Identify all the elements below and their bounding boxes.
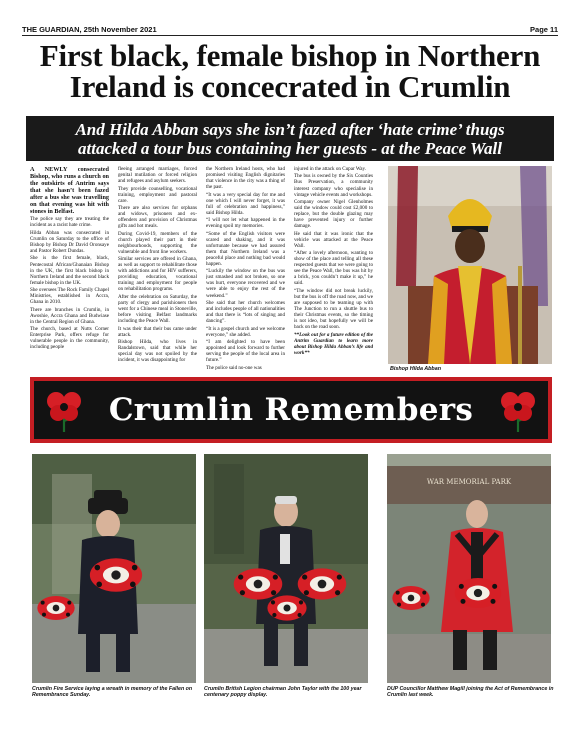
article-paragraph: “Some of the English visitors were scared and shaking, and it was unfortunate because we had assured them that Northern Ireland was a peaceful place and nothing bad would happen. <box>206 230 285 267</box>
article-paragraph: He said that it was ironic that the vehicle was attacked at the Peace Wall. <box>294 230 373 249</box>
crumlin-remembers-banner <box>30 377 552 443</box>
article-paragraph: She said that her church welcomes and includes people of all nationalities and that there is “lots of singing and dancing”. <box>206 299 285 325</box>
headline-line-1: First black, female bishop in Northern <box>39 38 541 73</box>
photo-caption-councillor: DUP Councillor Matthew Magill joining the Act of Remembrance in Crumlin last week. <box>387 686 554 699</box>
masthead <box>22 24 558 36</box>
wreath-icon <box>234 568 283 599</box>
article-paragraph: “The window did not break luckily, but the bus is off the road now, and we are supposed to be teaming up with The Junction to run a shuttle bus to their Christmas events, so the timing is not ideo, but hopefully we will be back on the road soon. <box>294 287 373 331</box>
article-paragraph: “I will not let what happened in the evening spoil my memories. <box>206 217 285 230</box>
article-paragraph: There are branches in Crumlin, in Awoshie, Accra Ghana and Budwiase in the Central Region of Ghana. <box>30 306 109 325</box>
fire-service-photo <box>32 454 196 683</box>
bishop-photo-caption: Bishop Hilda Abban <box>390 366 442 372</box>
memorial-sign-text: WAR MEMORIAL PARK <box>426 478 512 486</box>
strapline-line-1: And Hilda Abban says she isn’t fazed after ‘hate crime’ thugs <box>75 120 505 139</box>
article-paragraph: **Look out for a future edition of the Antrim Guardian to learn more about Bishop Hilda Abban’s life and work** <box>294 331 373 356</box>
headline-line-2: Ireland is concecrated in Crumlin <box>69 69 511 104</box>
poppy-icon <box>496 387 540 433</box>
article-column-4 <box>294 166 373 374</box>
british-legion-photo <box>204 454 368 683</box>
article-paragraph: The bus is owned by the Six Counties Bus Preservation, a community interest company who specialise in vintage vehicle events and workshops. <box>294 173 373 198</box>
strapline-line-2: attacked a tour bus containing her guests - at the Peace Wall <box>78 139 502 158</box>
wreath-icon <box>392 586 429 610</box>
wreath-icon <box>455 578 502 608</box>
article-paragraph: Hilda Abban was consecrated in Crumlin on Saturday to the office of Bishop by Bishop Dr David Oronsaye and Pastor Robert Dundas. <box>30 229 109 255</box>
article-column-2 <box>118 166 197 374</box>
article-paragraph: After the celebration on Saturday, the party of clergy and parishioners then went for a Chinese meal in Stoneville, before visiting Belfast landmarks including the Peace Wall. <box>118 293 197 325</box>
article-paragraph: She is the first female, black, Pentecostal African/Ghanaian Bishop in the UK, the first black bishop in Northern Ireland and the second black female bishop in the UK. <box>30 255 109 286</box>
article-paragraph: “After a lovely afternoon, wanting to show of the place and telling all these respected guests that we were going to see the Peace Wall, the bus was hit by a brick, you couldn’t make it up,” he said. <box>294 250 373 287</box>
article-lead-paragraph: A NEWLY consecrated Bishop, who runs a church on the outskirts of Antrim says that she hasn’t been fazed after a bus she was travelling on that evening was hit with stones in Belfast. <box>30 166 109 215</box>
article-paragraph: It was their that their bus came under attack. <box>118 325 197 338</box>
article-paragraph: The police said no-one was <box>206 364 262 371</box>
wreath-icon <box>90 558 142 592</box>
councillor-illustration <box>387 454 551 683</box>
article-paragraph: During Covid-19, members of the church played their part in their neighbourhoods, supporting the vulnerable and front line workers. <box>118 230 197 255</box>
article-paragraph: There are also services for orphans and widows, prisoners and ex-offenders and provision of Christmas gifts and hot meals. <box>118 205 197 230</box>
article-paragraph: the Northern Ireland hosts, who had promised visiting English dignitaries that violence in the city was a thing of the past. <box>206 166 285 191</box>
article-paragraph: Company owner Nigel Glenholmes said the window could cost £2,000 to replace, but the double glazing may have prevented injury or further damage. <box>294 199 373 230</box>
article-paragraph: Bishop Hilda, who lives in Randalstown, said that while her special day was not spoiled by the incident, it was disappointing for <box>118 339 197 364</box>
article-paragraph: The police say they are treating the incident as a racist hate crime. <box>30 216 109 229</box>
poppy-icon <box>42 387 86 433</box>
banner-title: Crumlin Remembers <box>108 392 474 428</box>
photo-caption-fire-service: Crumlin Fire Service laying a wreath in memory of the Fallen on Remembrance Sunday. <box>32 686 193 699</box>
article-paragraph: “It was a very special day for me and one which I will never forget, it was full of celebration and happiness,” said Bishop Hilda. <box>206 191 285 216</box>
article-paragraph: “I am delighted to have been appointed and look forward to further serving the people of the local area in future.” <box>206 339 285 364</box>
bishop-photo <box>388 166 552 364</box>
article-paragraph: Similar services are offered in Ghana, as well as support to rehabilitate those with addictions and for HIV sufferers, providing education, vocational training and employment for people on rehabilitation programs. <box>118 256 197 293</box>
masthead-page-number: Page 11 <box>530 25 558 34</box>
masthead-publication-date: THE GUARDIAN, 25th November 2021 <box>22 25 157 34</box>
article-paragraph: They provide counselling, vocational training, employment and pastoral care. <box>118 185 197 204</box>
article-paragraph: “Luckily the window on the bus was just smashed and not broken, so one was hurt, everyone recovered and we were able to enjoy the rest of the weekend.” <box>206 268 285 299</box>
article-paragraph: She oversees The Rock Family Chapel Ministries, established in Accra, Ghana in 2010. <box>30 287 109 306</box>
councillor-photo <box>387 454 551 683</box>
bishop-illustration <box>388 166 552 364</box>
wreath-icon <box>37 596 74 620</box>
wreath-icon <box>267 595 306 620</box>
headline <box>22 40 558 102</box>
article-column-1 <box>30 166 109 374</box>
article-column-3 <box>206 166 285 374</box>
wreath-icon <box>298 568 347 599</box>
article-paragraph: The church, based at Nutts Corner Enterprise Park, offers refuge for vulnerable people in the community, including people <box>30 326 109 351</box>
british-legion-illustration <box>204 454 368 683</box>
photo-caption-british-legion: Crumlin British Legion chairman John Taylor with the 100 year centenary poppy display. <box>204 686 362 699</box>
banner-inner <box>34 381 548 439</box>
article-paragraph: injured in the attack on Cupar Way. <box>294 166 367 172</box>
strapline <box>26 116 554 161</box>
fire-service-illustration <box>32 454 196 683</box>
article-paragraph: fleeing arranged marriages, forced genital mutilation or forced religion and refugees and asylum seekers. <box>118 166 197 185</box>
article-paragraph: “It is a gospel church and we welcome everyone,” she added. <box>206 325 285 338</box>
